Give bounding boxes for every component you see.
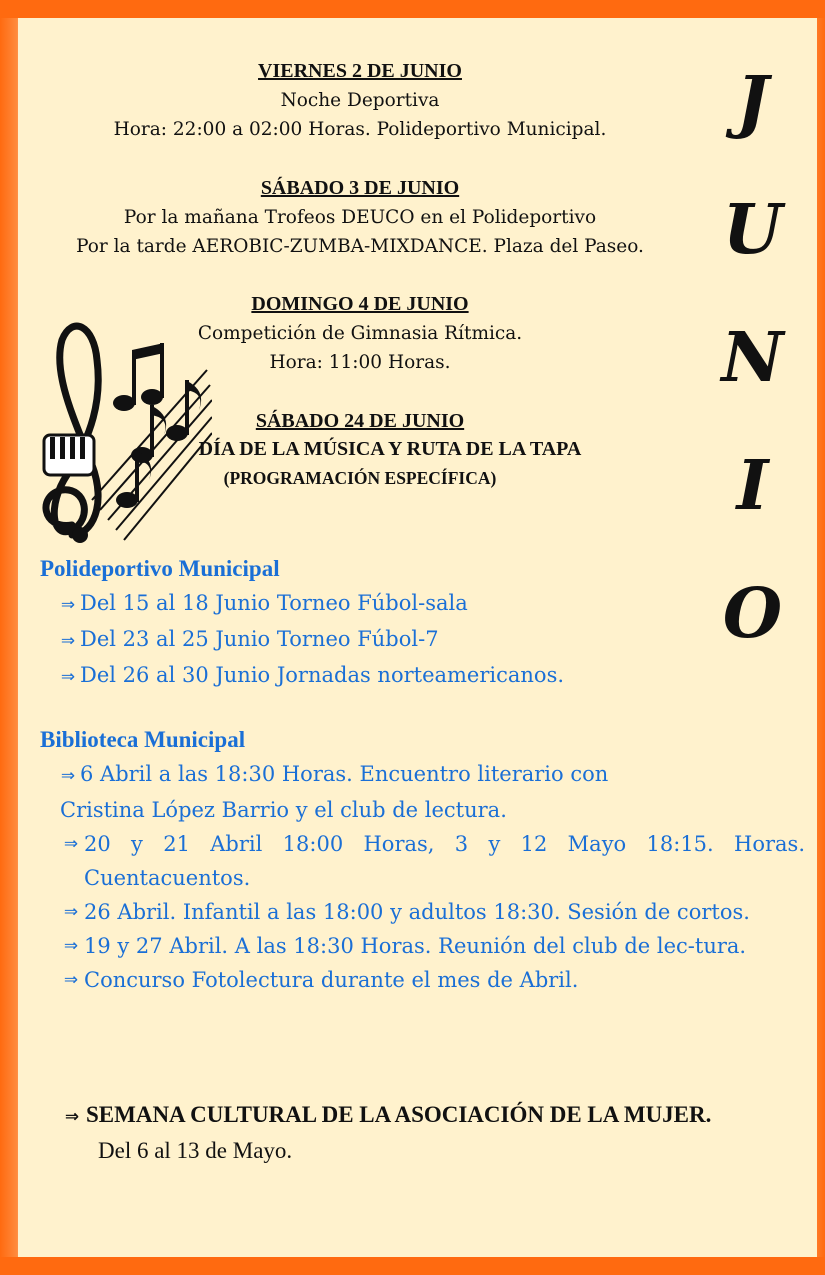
list-item-continuation: Cristina López Barrio y el club de lectura. (60, 798, 507, 822)
event-sabado-24 (160, 406, 560, 436)
arrow-icon: ⇒ (63, 936, 79, 956)
closing-dates: Del 6 al 13 de Mayo. (98, 1138, 293, 1163)
list-item (40, 622, 810, 658)
month-letter: J (736, 62, 769, 142)
top-border (0, 0, 825, 18)
event-title: SÁBADO 24 DE JUNIO (255, 410, 465, 432)
polideportivo-section (40, 552, 810, 694)
list-item (40, 658, 810, 694)
arrow-icon: ⇒ (63, 902, 79, 922)
treble-clef-music-notes-icon (32, 305, 212, 545)
arrow-icon: ⇒ (60, 766, 76, 786)
arrow-icon: ⇒ (60, 595, 76, 615)
event-domingo-4 (160, 289, 560, 377)
bottom-border (0, 1257, 825, 1275)
event-title: VIERNES 2 DE JUNIO (258, 60, 462, 82)
event-line: Hora: 22:00 a 02:00 Horas. Polideportivo Municipal. (113, 119, 607, 140)
list-item-text: Del 26 al 30 Junio Jornadas norteamericanos. (80, 663, 565, 687)
arrow-icon: ⇒ (63, 970, 79, 990)
event-sabado-24-details (170, 435, 610, 493)
event-line: Por la mañana Trofeos DEUCO en el Polideportivo (123, 207, 597, 228)
list-item (40, 929, 805, 963)
event-line: Noche Deportiva (280, 90, 440, 111)
event-line: Por la tarde AEROBIC-ZUMBA-MIXDANCE. Plaza del Paseo. (76, 236, 644, 257)
list-item-text: Del 23 al 25 Junio Torneo Fúbol-7 (80, 627, 439, 651)
list-item-text: Concurso Fotolectura durante el mes de Abril. (84, 968, 579, 992)
event-line: Competición de Gimnasia Rítmica. (197, 323, 523, 344)
closing-announcement (58, 1098, 711, 1168)
arrow-icon: ⇒ (64, 1107, 80, 1127)
month-letter: U (722, 190, 783, 270)
closing-title (58, 1098, 711, 1134)
event-line: DÍA DE LA MÚSICA Y RUTA DE LA TAPA (198, 438, 582, 460)
list-item (40, 963, 805, 997)
event-title: SÁBADO 3 DE JUNIO (260, 177, 460, 199)
month-letter: N (721, 318, 784, 398)
section-title: Polideportivo Municipal (40, 556, 280, 581)
month-letter: O (722, 574, 783, 654)
list-item (40, 757, 805, 793)
list-item-text: 19 y 27 Abril. A las 18:30 Horas. Reunión del club de lec-tura. (84, 934, 747, 958)
event-line: (PROGRAMACIÓN ESPECÍFICA) (223, 468, 497, 488)
event-title: DOMINGO 4 DE JUNIO (251, 293, 469, 315)
list-item-text: Del 15 al 18 Junio Torneo Fúbol-sala (80, 591, 468, 615)
section-title: Biblioteca Municipal (40, 727, 246, 752)
list-item-text: 6 Abril a las 18:30 Horas. Encuentro literario con (80, 762, 609, 786)
biblioteca-section (40, 723, 805, 997)
arrow-icon: ⇒ (60, 667, 76, 687)
arrow-icon: ⇒ (60, 631, 76, 651)
list-item-text: 20 y 21 Abril 18:00 Horas, 3 y 12 Mayo 18:15. Horas. Cuentacuentos. (84, 832, 805, 890)
list-item (40, 827, 805, 895)
event-line: Hora: 11:00 Horas. (269, 352, 451, 373)
list-item-text: 26 Abril. Infantil a las 18:00 y adultos 18:30. Sesión de cortos. (84, 900, 750, 924)
list-item (40, 586, 810, 622)
list-item (40, 895, 805, 929)
month-letter: I (736, 446, 769, 526)
closing-title-text: SEMANA CULTURAL DE LA ASOCIACIÓN DE LA MUJER. (86, 1102, 712, 1127)
event-sabado-3 (40, 173, 680, 261)
event-viernes (60, 56, 660, 144)
arrow-icon: ⇒ (63, 834, 79, 854)
